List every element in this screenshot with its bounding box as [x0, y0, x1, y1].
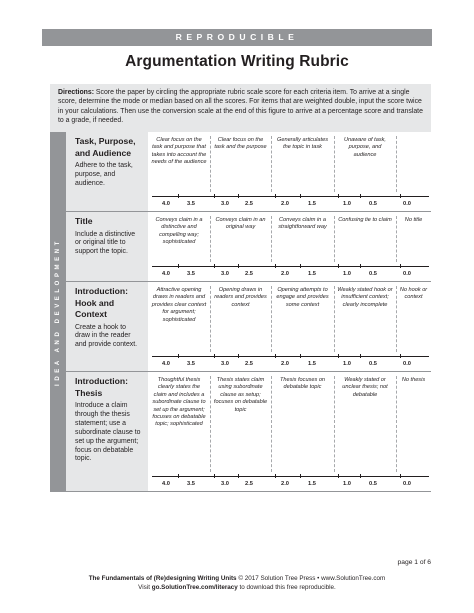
criterion-description: Include a distinctive or original title to support the topic.	[75, 230, 136, 256]
criterion-description: Create a hook to draw in the reader and provide context.	[75, 323, 138, 349]
score-value[interactable]: 2.5	[245, 201, 253, 207]
score-value[interactable]: 3.5	[187, 201, 195, 207]
level-descriptor: No title	[404, 217, 423, 223]
scale-line	[152, 196, 429, 197]
scale-tick	[214, 194, 215, 198]
level-descriptor: Conveys claim in a straightforward way	[278, 217, 327, 231]
score-value[interactable]: 4.0	[162, 201, 170, 207]
scale-tick	[300, 474, 301, 478]
cell-divider	[396, 376, 397, 472]
score-value[interactable]: 2.5	[245, 361, 253, 367]
score-value[interactable]: 1.5	[308, 481, 316, 487]
score-value[interactable]: 4.0	[162, 271, 170, 277]
score-value[interactable]: 0.0	[403, 481, 411, 487]
score-value[interactable]: 2.0	[281, 201, 289, 207]
directions-text: Score the paper by circling the appropriate rubric scale score for each criteria item. To arrive at a single score, determine the mode or median based on all the scores. For items that are weighted double, input the score twice in your calculations. Then use the conversion scale at the end of this figure to arrive at a percentage score and translate to a grade, if needed.	[58, 89, 423, 125]
score-value[interactable]: 1.0	[343, 481, 351, 487]
scale-tick	[275, 264, 276, 268]
scale-tick	[338, 194, 339, 198]
cell-divider	[271, 216, 272, 262]
scale-tick	[214, 474, 215, 478]
scale-tick	[400, 354, 401, 358]
criterion-cell	[66, 212, 148, 281]
cell-divider	[334, 376, 335, 472]
score-value[interactable]: 0.0	[403, 361, 411, 367]
criterion-cell	[66, 132, 148, 211]
level-cells	[148, 282, 431, 371]
score-scale	[152, 356, 429, 370]
score-value[interactable]: 2.0	[281, 361, 289, 367]
level-descriptor: Generally articulates the topic in task	[277, 137, 328, 151]
level-descriptor: Thoughtful thesis clearly states the claim and includes a subordinate clause to set up the argument; focuses on debatable topic; sophisticated	[152, 377, 206, 428]
scale-tick	[360, 264, 361, 268]
level-descriptor: Opening draws in readers and provides context	[214, 287, 267, 308]
scale-line	[152, 476, 429, 477]
scale-tick	[178, 474, 179, 478]
directions-box	[50, 84, 431, 132]
footer-line-2	[0, 583, 474, 592]
score-value[interactable]: 3.0	[221, 201, 229, 207]
score-value[interactable]: 4.0	[162, 481, 170, 487]
scale-tick	[338, 264, 339, 268]
cell-divider	[396, 216, 397, 262]
footer	[0, 574, 474, 592]
scale-tick	[178, 194, 179, 198]
scale-tick	[338, 354, 339, 358]
scale-tick	[275, 194, 276, 198]
scale-tick	[360, 194, 361, 198]
level-descriptor: Clear focus on the task and the purpose	[214, 137, 267, 151]
level-cells	[148, 212, 431, 281]
score-value[interactable]: 0.0	[403, 271, 411, 277]
scale-line	[152, 266, 429, 267]
scale-tick	[238, 474, 239, 478]
criterion-title: Title	[75, 216, 93, 226]
scale-tick	[360, 474, 361, 478]
score-scale	[152, 196, 429, 210]
score-value[interactable]: 2.0	[281, 481, 289, 487]
page-number: page 1 of 6	[397, 559, 431, 566]
score-value[interactable]: 3.5	[187, 481, 195, 487]
cell-divider	[334, 286, 335, 352]
score-value[interactable]: 3.5	[187, 361, 195, 367]
criterion-title: Introduction: Hook and Context	[75, 286, 128, 319]
rubric-table	[50, 132, 431, 494]
footer-visit: Visit	[138, 584, 152, 591]
score-value[interactable]: 0.5	[369, 201, 377, 207]
level-descriptor: No hook or context	[399, 287, 428, 301]
criterion-title: Introduction: Thesis	[75, 376, 128, 398]
level-descriptor: Opening attempts to engage and provides some context	[276, 287, 329, 308]
level-descriptor: Conveys claim in an original way	[215, 217, 266, 231]
category-label: IDEA AND DEVELOPMENT	[55, 238, 61, 386]
scale-line	[152, 356, 429, 357]
cell-divider	[210, 376, 211, 472]
level-descriptor: Conveys claim in a distinctive and compelling way; sophisticated	[155, 217, 203, 246]
cell-divider	[210, 286, 211, 352]
criterion-cell	[66, 372, 148, 491]
scale-tick	[238, 264, 239, 268]
score-value[interactable]: 3.0	[221, 361, 229, 367]
score-value[interactable]: 2.5	[245, 481, 253, 487]
score-value[interactable]: 3.5	[187, 271, 195, 277]
cell-divider	[210, 136, 211, 192]
score-scale	[152, 476, 429, 490]
reproducible-banner: REPRODUCIBLE	[42, 29, 432, 46]
scale-tick	[360, 354, 361, 358]
scale-tick	[275, 354, 276, 358]
scale-tick	[178, 354, 179, 358]
scale-tick	[300, 194, 301, 198]
scale-tick	[238, 354, 239, 358]
cell-divider	[271, 376, 272, 472]
scale-tick	[400, 264, 401, 268]
cell-divider	[271, 286, 272, 352]
level-descriptor: Clear focus on the task and purpose that takes into account the needs of the audience	[151, 137, 207, 166]
cell-divider	[271, 136, 272, 192]
score-value[interactable]: 1.0	[343, 201, 351, 207]
rubric-row	[66, 372, 431, 492]
level-descriptor: No thesis	[401, 377, 426, 383]
level-cells	[148, 372, 431, 491]
criterion-description: Introduce a claim through the thesis statement; use a subordinate clause to set up the argument; focus on debatable topic.	[75, 402, 141, 463]
level-descriptor: Confusing tie to claim	[338, 217, 392, 223]
cell-divider	[210, 216, 211, 262]
scale-tick	[178, 264, 179, 268]
score-value[interactable]: 0.5	[369, 271, 377, 277]
level-descriptor: Weakly stated or unclear thesis; not debatable	[342, 377, 388, 398]
rubric-row	[66, 132, 431, 212]
cell-divider	[396, 136, 397, 192]
level-descriptor: Unaware of task, purpose, and audience	[344, 137, 386, 158]
criterion-title: Task, Purpose, and Audience	[75, 136, 136, 158]
score-value[interactable]: 2.0	[281, 271, 289, 277]
score-value[interactable]: 0.5	[369, 361, 377, 367]
criterion-cell	[66, 282, 148, 371]
scale-tick	[214, 264, 215, 268]
level-descriptor: Thesis focuses on debatable topic	[279, 377, 326, 391]
page-title: Argumentation Writing Rubric	[125, 53, 349, 70]
score-value[interactable]: 3.0	[221, 271, 229, 277]
scale-tick	[338, 474, 339, 478]
directions-label: Directions:	[58, 89, 94, 96]
cell-divider	[334, 216, 335, 262]
score-scale	[152, 266, 429, 280]
scale-tick	[300, 354, 301, 358]
cell-divider	[334, 136, 335, 192]
rubric-row	[66, 282, 431, 372]
footer-line-1	[0, 574, 474, 583]
scale-tick	[400, 194, 401, 198]
score-value[interactable]: 1.0	[343, 271, 351, 277]
footer-tail: to download this free reproducible.	[237, 584, 336, 591]
scale-tick	[238, 194, 239, 198]
footer-book-title: The Fundamentals of (Re)designing Writing Units	[88, 575, 237, 582]
level-descriptor: Thesis states claim using subordinate clause as setup; focuses on debatable topic	[213, 377, 268, 413]
footer-copyright: © 2017 Solution Tree Press • www.SolutionTree.com	[236, 575, 386, 582]
score-value[interactable]: 0.5	[369, 481, 377, 487]
level-descriptor: Attractive opening draws in readers and provides clear context for argument; sophisticated	[151, 287, 207, 323]
score-value[interactable]: 3.0	[221, 481, 229, 487]
criterion-description: Adhere to the task, purpose, and audience.	[75, 162, 133, 187]
scale-tick	[300, 264, 301, 268]
rubric-row	[66, 212, 431, 282]
scale-tick	[400, 474, 401, 478]
cell-divider	[396, 286, 397, 352]
scale-tick	[214, 354, 215, 358]
score-value[interactable]: 0.0	[403, 201, 411, 207]
level-cells	[148, 132, 431, 211]
score-value[interactable]: 1.5	[308, 201, 316, 207]
category-side-bar	[50, 132, 66, 492]
score-value[interactable]: 2.5	[245, 271, 253, 277]
score-value[interactable]: 1.0	[343, 361, 351, 367]
scale-tick	[275, 474, 276, 478]
score-value[interactable]: 4.0	[162, 361, 170, 367]
level-descriptor: Weakly stated hook or insufficient context; clearly incomplete	[337, 287, 393, 308]
footer-link[interactable]: go.SolutionTree.com/literacy	[151, 584, 238, 591]
score-value[interactable]: 1.5	[308, 271, 316, 277]
score-value[interactable]: 1.5	[308, 361, 316, 367]
